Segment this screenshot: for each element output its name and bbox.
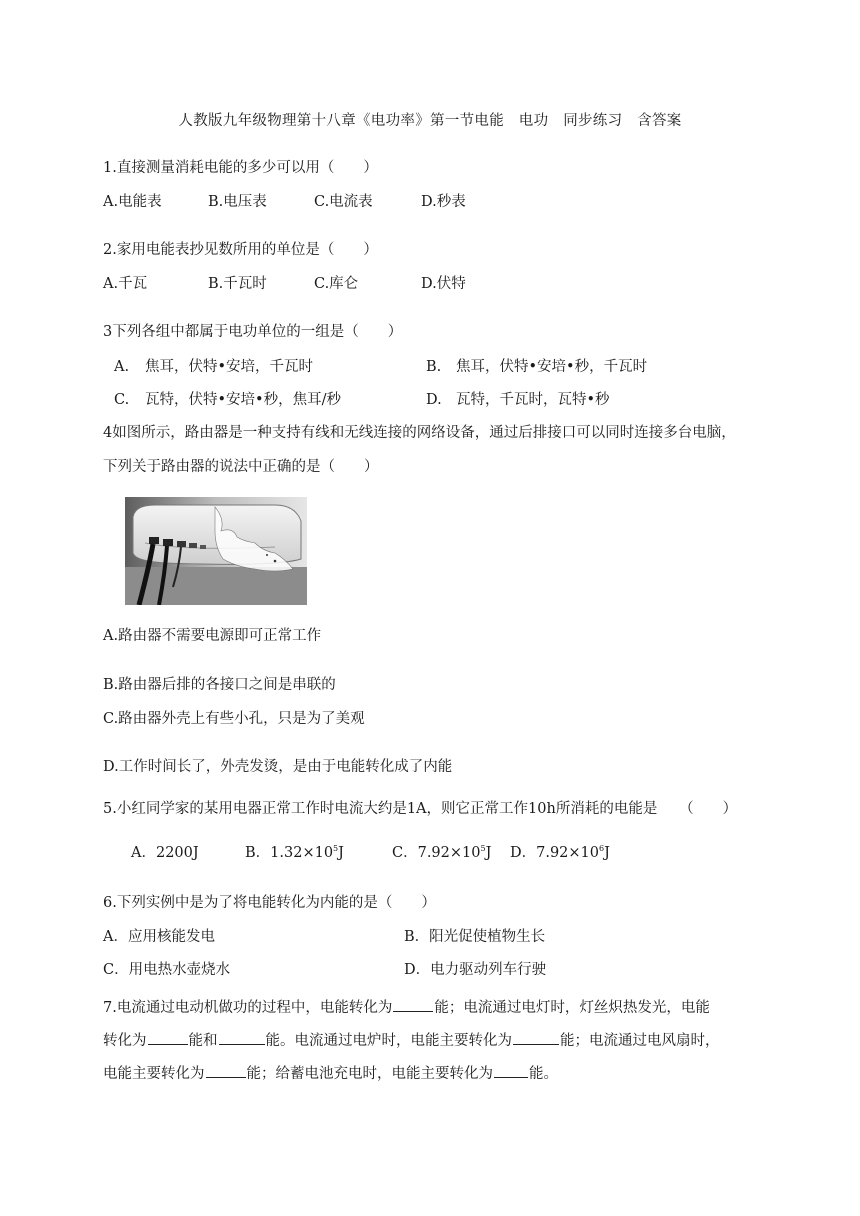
question-4-stem-line-1: 4如图所示，路由器是一种支持有线和无线连接的网络设备，通过后排接口可以同时连接多台电脑， <box>103 425 736 441</box>
question-6-option-a: A．应用核能发电 <box>103 929 215 945</box>
question-6-stem: 6.下列实例中是为了将电能转化为内能的是（ ） <box>103 895 436 911</box>
question-5-option-a: A．2200J <box>131 845 199 861</box>
question-6-option-b: B．阳光促使植物生长 <box>404 929 546 945</box>
question-5-option-d-unit: J <box>604 845 610 861</box>
answer-blank-4 <box>513 1030 559 1045</box>
question-5-option-b-unit: J <box>338 845 344 861</box>
question-7-text-7: 电能主要转化为 <box>103 1066 205 1082</box>
question-3-option-d-letter: D. <box>426 392 442 408</box>
answer-blank-3 <box>219 1030 265 1045</box>
question-5-option-d-exponent: 6 <box>599 844 605 854</box>
answer-blank-5 <box>206 1063 246 1078</box>
question-2-stem: 2.家用电能表抄见数所用的单位是（ ） <box>103 242 378 258</box>
question-5-option-b <box>245 843 344 863</box>
question-1-stem: 1.直接测量消耗电能的多少可以用（ ） <box>103 160 378 176</box>
document-title: 人教版九年级物理第十八章《电功率》第一节电能 电功 同步练习 含答案 <box>178 113 682 129</box>
question-3-option-b: 焦耳，伏特•安培•秒，千瓦时 <box>456 359 648 375</box>
question-3-option-b-letter: B. <box>426 359 442 375</box>
question-7-text-2: 能；电流通过电灯时，灯丝炽热发光，电能 <box>434 1000 710 1016</box>
question-7-line-3 <box>103 1063 558 1084</box>
question-1-option-d: D.秒表 <box>421 194 466 210</box>
question-6-option-d: D．电力驱动列车行驶 <box>404 962 547 978</box>
question-3-stem: 3下列各组中都属于电功单位的一组是（ ） <box>103 324 403 340</box>
question-7-text-1: 7.电流通过电动机做功的过程中，电能转化为 <box>103 1000 393 1016</box>
question-2-option-d: D.伏特 <box>421 276 466 292</box>
answer-blank-2 <box>148 1030 188 1045</box>
router-photo <box>125 497 307 605</box>
question-7-text-4: 能和 <box>188 1033 218 1049</box>
question-2-option-c: C.库仑 <box>314 276 359 292</box>
question-5-option-d-value: D．7.92×10 <box>510 845 600 861</box>
question-5-stem: 5.小红同学家的某用电器正常工作时电流大约是1A，则它正常工作10h所消耗的电能是 （ ） <box>103 801 738 817</box>
question-7-text-6: 能；电流通过电风扇时， <box>560 1033 720 1049</box>
question-5-option-d <box>510 843 610 863</box>
question-5-option-c-exponent: 5 <box>480 844 486 854</box>
question-3-option-d: 瓦特，千瓦时，瓦特•秒 <box>456 392 610 408</box>
question-3-option-c: 瓦特，伏特•安培•秒，焦耳/秒 <box>145 392 341 408</box>
answer-blank-6 <box>494 1063 528 1078</box>
question-7-text-9: 能。 <box>529 1066 558 1082</box>
question-7-text-5: 能。电流通过电炉时，电能主要转化为 <box>265 1033 512 1049</box>
question-2-option-a: A.千瓦 <box>103 276 148 292</box>
question-1-option-b: B.电压表 <box>208 194 267 210</box>
question-5-option-c-unit: J <box>485 845 492 861</box>
question-5-option-b-exponent: 5 <box>333 844 339 854</box>
question-4-option-d: D.工作时间长了，外壳发烫，是由于电能转化成了内能 <box>103 759 453 775</box>
router-illustration <box>125 497 307 605</box>
question-3-option-a-letter: A. <box>114 359 130 375</box>
question-1-option-a: A.电能表 <box>103 194 162 210</box>
question-5-option-c-value: C．7.92×10 <box>392 845 481 861</box>
question-4-option-c: C.路由器外壳上有些小孔，只是为了美观 <box>103 711 365 727</box>
question-7-text-3: 转化为 <box>103 1033 147 1049</box>
question-3-option-c-letter: C. <box>114 392 130 408</box>
question-7-line-1 <box>103 997 710 1018</box>
question-4-option-a: A.路由器不需要电源即可正常工作 <box>103 628 322 644</box>
question-6-option-c: C．用电热水壶烧水 <box>103 962 231 978</box>
question-7-text-8: 能；给蓄电池充电时，电能主要转化为 <box>246 1066 493 1082</box>
question-7-line-2 <box>103 1030 720 1051</box>
answer-blank-1 <box>393 997 433 1012</box>
question-4-option-b: B.路由器后排的各接口之间是串联的 <box>103 677 336 693</box>
question-1-option-c: C.电流表 <box>314 194 373 210</box>
question-5-option-c <box>392 843 491 863</box>
question-4-stem-line-2: 下列关于路由器的说法中正确的是（ ） <box>103 459 379 475</box>
question-5-option-b-value: B．1.32×10 <box>245 845 334 861</box>
question-2-option-b: B.千瓦时 <box>208 276 267 292</box>
question-3-option-a: 焦耳，伏特•安培，千瓦时 <box>145 359 314 375</box>
